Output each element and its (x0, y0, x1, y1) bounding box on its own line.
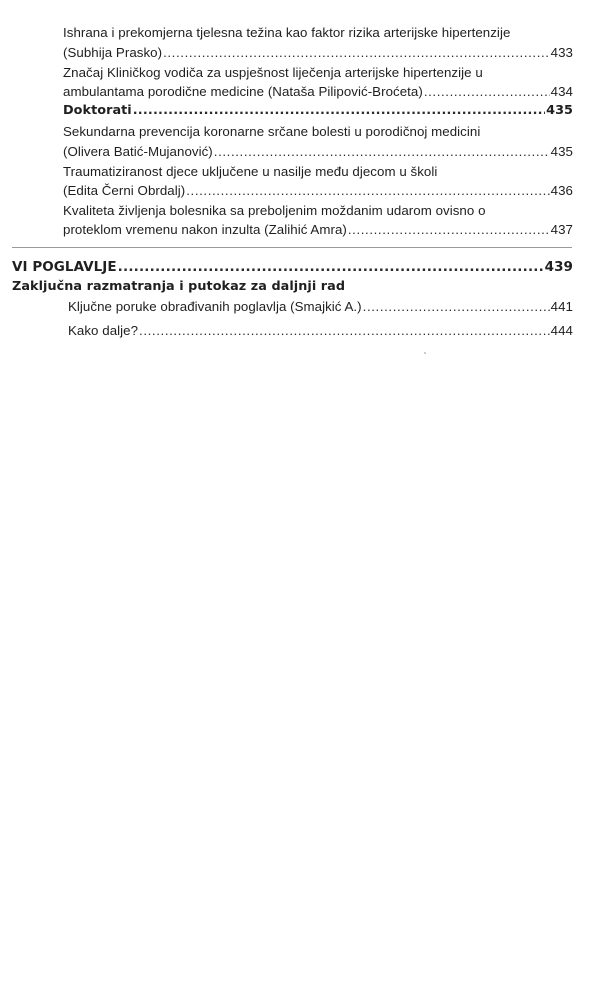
toc-entry-author: (Edita Černi Obrdalj) (63, 183, 186, 198)
toc-page-number: 436 (550, 183, 573, 198)
divider (12, 247, 572, 248)
toc-page-number: 435 (550, 144, 573, 159)
dot-leader (163, 44, 550, 62)
toc-page-number: 437 (550, 222, 573, 237)
toc-entry-author: (Olivera Batić-Mujanović) (63, 144, 213, 159)
toc-page-number: 435 (546, 103, 573, 118)
toc-page-number: 441 (550, 299, 573, 314)
dot-leader (133, 102, 545, 120)
toc-page-number: 434 (550, 84, 573, 99)
toc-entry-line (68, 322, 573, 340)
dot-leader (363, 298, 550, 316)
section-heading-doktorati (63, 102, 573, 120)
section-title: Doktorati (63, 103, 132, 118)
chapter-title: VI POGLAVLJE (12, 259, 117, 275)
chapter-subtitle-text: Zaključna razmatranja i putokaz za daljnji rad (12, 279, 346, 294)
toc-entry-line (63, 143, 573, 161)
toc-entry-line (63, 202, 573, 220)
toc-page-number: 444 (550, 323, 573, 338)
toc-page-number: 433 (550, 45, 573, 60)
chapter-heading (12, 258, 573, 276)
toc-entry-title: Traumatiziranost djece uključene u nasilje među djecom u školi (63, 164, 438, 179)
dot-leader (118, 258, 544, 276)
toc-entry-line (63, 64, 573, 82)
toc-entry-line (68, 298, 573, 316)
toc-entry-title: Ishrana i prekomjerna tjelesna težina kao faktor rizika arterijske hipertenzije (63, 25, 511, 40)
toc-page-number: 439 (544, 259, 573, 275)
dot-leader (348, 221, 550, 239)
chapter-subtitle (12, 278, 573, 296)
toc-entry-author: ambulantama porodične medicine (Nataša Pilipović-Broćeta) (63, 84, 423, 99)
dot-leader (214, 143, 550, 161)
toc-entry-line (63, 221, 573, 239)
toc-entry-title: Ključne poruke obrađivanih poglavlja (Smajkić A.) (68, 299, 362, 314)
toc-entry-line (63, 123, 573, 141)
toc-entry-line (63, 24, 573, 42)
toc-entry-title: Značaj Kliničkog vodiča za uspješnost liječenja arterijske hipertenzije u (63, 65, 483, 80)
toc-entry-line (63, 44, 573, 62)
dot-leader (424, 83, 550, 101)
dot-leader (186, 182, 549, 200)
toc-entry-line (63, 163, 573, 181)
toc-entry-title: Kvaliteta življenja bolesnika sa preboljenim moždanim udarom ovisno o (63, 203, 486, 218)
toc-entry-title: Kako dalje? (68, 323, 139, 338)
scan-speck (424, 352, 426, 354)
dot-leader (139, 322, 550, 340)
toc-entry-author: (Subhija Prasko) (63, 45, 163, 60)
toc-entry-line (63, 83, 573, 101)
toc-entry-author: proteklom vremenu nakon inzulta (Zalihić Amra) (63, 222, 347, 237)
toc-entry-line (63, 182, 573, 200)
toc-entry-title: Sekundarna prevencija koronarne srčane bolesti u porodičnoj medicini (63, 124, 481, 139)
